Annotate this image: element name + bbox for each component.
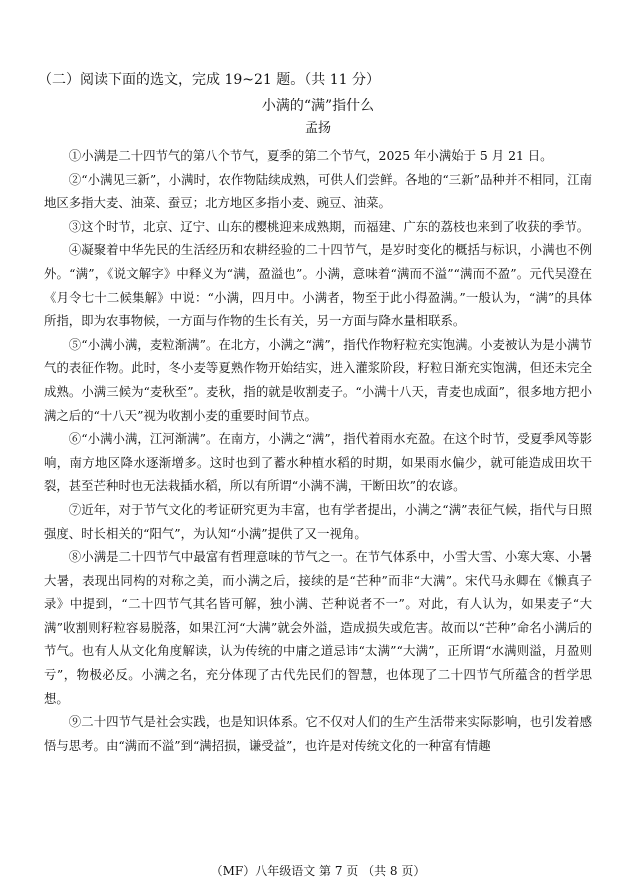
paragraph-1: ①小满是二十四节气的第八个节气，夏季的第二个节气，2025 年小满始于 5 月 21 日。	[68, 148, 553, 163]
page-footer: （MF）八年级语文 第 7 页 （共 8 页）	[210, 864, 426, 878]
article-author: 孟扬	[304, 121, 331, 136]
section-heading: （二）阅读下面的选文，完成 19~21 题。（共 11 分）	[38, 72, 380, 88]
article-title: 小满的“满”指什么	[261, 98, 375, 114]
paragraph-9: ⑨二十四节气是社会实践，也是知识体系。它不仅对人们的生产生活带来实际影响，也引发着感悟与思考。由“满而不溢”到“满招损，谦受益”，也许是对传统文化的一种富有情趣	[44, 714, 592, 753]
paragraph-5: ⑤“小满小满，麦粒渐满”。在北方，小满之“满”，指代作物籽粒充实饱满。小麦被认为是小满节气的表征作物。此时，冬小麦等夏熟作物开始结实，进入灌浆阶段，籽粒日渐充实饱满，但还未完全成熟。小满三候为“麦秋至”。麦秋，指的就是收割麦子。“小满十八天，青麦也成面”，很多地方把小满之后的“十八天”视为收割小麦的重要时间节点。	[44, 336, 592, 423]
article-body	[44, 144, 592, 757]
paragraph-2: ②“小满见三新”，小满时，农作物陆续成熟，可供人们尝鲜。各地的“三新”品种并不相同，江南地区多指大麦、油菜、蚕豆；北方地区多指小麦、豌豆、油菜。	[44, 171, 592, 211]
paragraph-6: ⑥“小满小满，江河渐满”。在南方，小满之“满”，指代着雨水充盈。在这个时节，受夏季风等影响，南方地区降水逐渐增多。这时也到了蓄水种植水稻的时期，如果雨水偏少，就可能造成田坎干裂，甚至芒种时也无法栽插水稻，所以有所谓“小满不满，干断田坎”的农谚。	[44, 431, 592, 494]
paragraph-3: ③这个时节，北京、辽宁、山东的樱桃迎来成熟期，而福建、广东的荔枝也来到了收获的季节。	[68, 218, 590, 234]
paragraph-4: ④凝聚着中华先民的生活经历和农耕经验的二十四节气，是岁时变化的概括与标识，小满也不例外。“满”，《说文解字》中释义为“满，盈溢也”。小满，意味着“满而不溢”“满而不盈”。元代吴澄在《月令七十二候集解》中说：“小满，四月中。小满者，物至于此小得盈满。”一般认为，“满”的具体所指，即为农事物候，一方面与作物的生长有关，另一方面与降水量相联系。	[44, 242, 592, 329]
paragraph-8: ⑧小满是二十四节气中最富有哲理意味的节气之一。在节气体系中，小雪大雪、小寒大寒、小暑大暑，表现出同构的对称之美，而小满之后，接续的是“芒种”而非“大满”。宋代马永卿在《懒真子录》中提到，“二十四节气其名皆可解，独小满、芒种说者不一”。对此，有人认为，如果麦子“大满”收割则籽粒容易脱落，如果江河“大满”就会外溢，造成损失或危害。故而以“芒种”命名小满后的节气。也有人从文化角度解读，认为传统的中庸之道忌讳“太满”“大满”，正所谓“水满则溢，月盈则亏”，物极必反。小满之名，充分体现了古代先民们的智慧，也体现了二十四节气所蕴含的哲学思想。	[44, 549, 592, 706]
paragraph-7: ⑦近年，对于节气文化的考证研究更为丰富，也有学者提出，小满之“满”表征气候，指代与日照强度、时长相关的“阳气”，为认知“小满”提供了又一视角。	[44, 501, 592, 541]
